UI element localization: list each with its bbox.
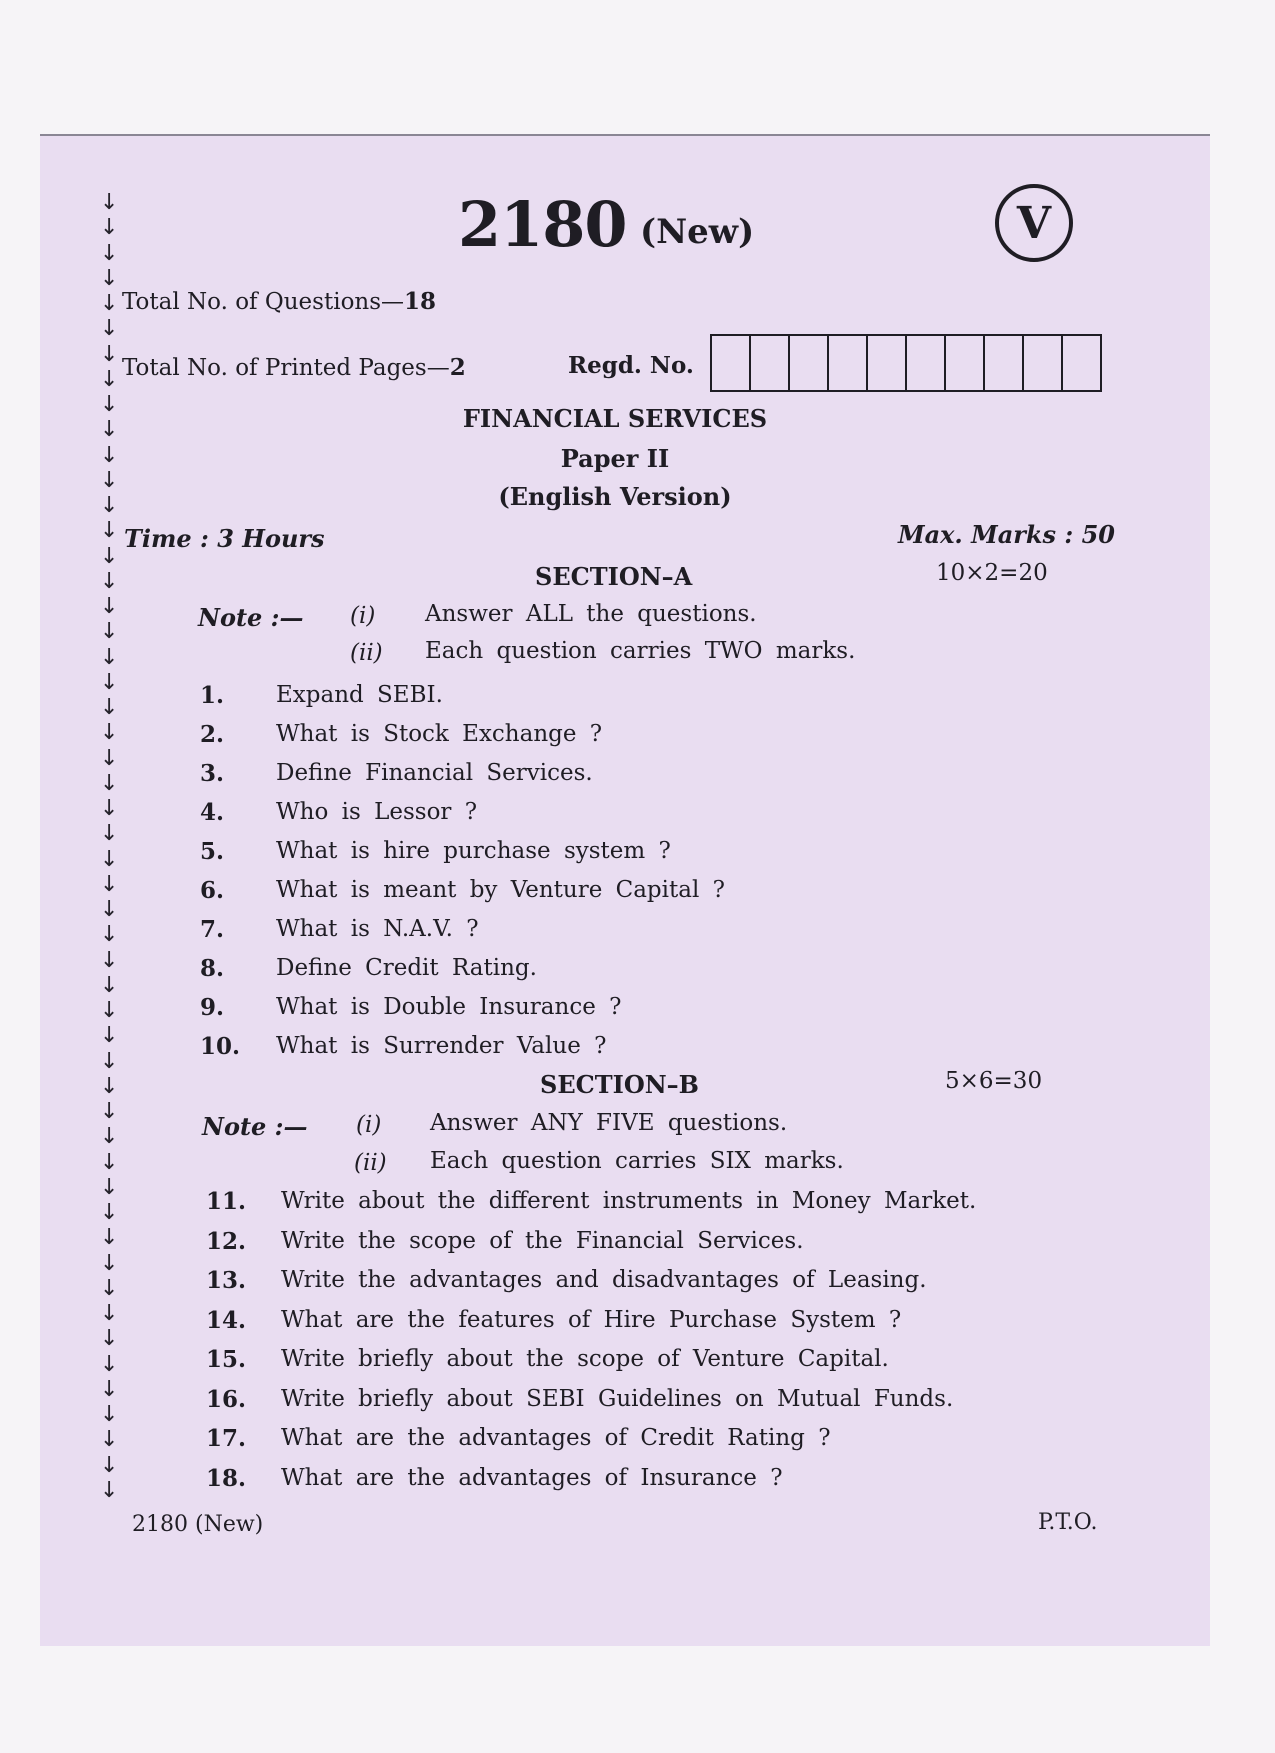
margin-arrow-icon: ↓: [100, 644, 119, 670]
margin-arrow-icon: ↓: [100, 1124, 119, 1150]
footer-pto: P.T.O.: [1038, 1510, 1098, 1535]
margin-arrow-icon: ↓: [100, 1048, 119, 1074]
margin-arrow-icon: ↓: [100, 922, 119, 948]
margin-arrow-icon: ↓: [100, 1073, 119, 1099]
question-number: 17.: [206, 1425, 247, 1452]
question-number: 16.: [206, 1385, 247, 1413]
margin-arrow-icon: ↓: [100, 190, 119, 215]
margin-arrow-icon: ↓: [100, 265, 119, 291]
question-text: What are the advantages of Insurance ?: [281, 1464, 783, 1491]
question-number: 14.: [206, 1306, 247, 1334]
exam-max-marks: Max. Marks : 50: [898, 520, 1116, 549]
question-number: 6.: [200, 877, 225, 904]
margin-arrow-icon: ↓: [100, 1225, 119, 1251]
margin-arrow-icon: ↓: [100, 1402, 119, 1427]
question-text: Define Financial Services.: [276, 760, 593, 786]
question-number: 10.: [200, 1033, 241, 1060]
regd-digit-box[interactable]: [907, 336, 946, 390]
margin-arrow-icon: ↓: [100, 1250, 119, 1276]
section-b-note-roman: (i): [356, 1112, 382, 1138]
total-questions-label: Total No. of Questions—: [122, 289, 405, 315]
margin-arrow-icon: ↓: [100, 543, 119, 569]
question-text: Write the scope of the Financial Services.: [281, 1227, 804, 1254]
total-pages: [122, 354, 466, 381]
section-b-note-text: Answer ANY FIVE questions.: [430, 1110, 788, 1136]
margin-arrow-icon: ↓: [100, 846, 119, 872]
question-number: 12.: [206, 1227, 247, 1255]
question-number: 15.: [206, 1346, 247, 1373]
margin-arrow-icon: ↓: [100, 1351, 119, 1377]
question-text: What is Surrender Value ?: [276, 1033, 607, 1059]
margin-arrow-icon: ↓: [100, 366, 119, 392]
margin-arrow-icon: ↓: [100, 1023, 119, 1049]
question-number: 8.: [200, 955, 225, 982]
question-text: What is Stock Exchange ?: [276, 721, 603, 747]
regd-digit-box[interactable]: [868, 336, 907, 390]
question-number: 7.: [200, 916, 225, 943]
regd-digit-box[interactable]: [829, 336, 868, 390]
margin-arrow-icon: ↓: [100, 821, 119, 847]
regd-no-boxes[interactable]: [710, 334, 1102, 392]
margin-arrow-icon: ↓: [100, 947, 119, 973]
total-questions: [122, 288, 436, 315]
question-text: What are the advantages of Credit Rating ?: [281, 1425, 831, 1451]
question-text: What is hire purchase system ?: [276, 838, 671, 864]
regd-digit-box[interactable]: [1063, 336, 1100, 390]
margin-arrow-icon: ↓: [100, 341, 119, 367]
margin-arrow-icon: ↓: [100, 619, 119, 645]
question-number: 1.: [200, 682, 225, 709]
margin-arrow-icon: ↓: [100, 594, 119, 619]
section-a-note-label: Note :—: [198, 603, 304, 632]
margin-arrow-icon: ↓: [100, 720, 119, 746]
section-b-note-roman: (ii): [354, 1150, 387, 1176]
question-number: 11.: [206, 1188, 247, 1215]
version-mark-letter: V: [1016, 197, 1052, 249]
question-number: 18.: [206, 1464, 247, 1492]
paper-version: (English Version): [498, 482, 732, 511]
question-number: 13.: [206, 1267, 247, 1294]
margin-arrow-icon: ↓: [100, 568, 119, 594]
section-a-marks: 10×2=20: [936, 560, 1048, 586]
margin-arrow-icon: ↓: [100, 1149, 119, 1175]
margin-arrow-icon: ↓: [100, 1452, 119, 1478]
margin-arrow-icon: ↓: [100, 417, 119, 443]
margin-arrow-icon: ↓: [100, 1275, 119, 1301]
margin-arrow-icon: ↓: [100, 796, 119, 821]
margin-arrow-icon: ↓: [100, 770, 119, 796]
question-text: Write briefly about SEBI Guidelines on Mutual Funds.: [281, 1385, 954, 1412]
question-text: Write about the different instruments in Money Market.: [281, 1188, 977, 1214]
section-b-marks: 5×6=30: [945, 1068, 1043, 1094]
margin-arrow-icon: ↓: [100, 1376, 119, 1402]
question-text: What is Double Insurance ?: [276, 994, 622, 1020]
margin-arrow-icon: ↓: [100, 215, 119, 241]
regd-digit-box[interactable]: [751, 336, 790, 390]
margin-arrow-icon: ↓: [100, 669, 119, 695]
question-number: 3.: [200, 760, 225, 787]
total-questions-value: 18: [404, 288, 437, 315]
margin-arrow-icon: ↓: [100, 518, 119, 544]
regd-digit-box[interactable]: [946, 336, 985, 390]
margin-arrow-icon: ↓: [100, 1326, 119, 1352]
section-b-note-text: Each question carries SIX marks.: [430, 1148, 844, 1174]
margin-arrow-icon: ↓: [100, 493, 119, 518]
margin-arrow-icon: ↓: [100, 442, 119, 468]
margin-arrow-icon: ↓: [100, 240, 119, 266]
margin-arrow-icon: ↓: [100, 871, 119, 897]
margin-arrow-icon: ↓: [100, 316, 119, 342]
paper-number: Paper II: [560, 444, 670, 473]
footer-code: 2180 (New): [132, 1512, 264, 1537]
regd-no-label: Regd. No.: [568, 352, 694, 379]
margin-arrow-icon: ↓: [100, 998, 119, 1023]
total-pages-value: 2: [449, 354, 466, 381]
regd-digit-box[interactable]: [790, 336, 829, 390]
section-a-note-text: Each question carries TWO marks.: [425, 638, 856, 664]
margin-arrow-icon: ↓: [100, 1174, 119, 1200]
margin-arrow-icon: ↓: [100, 291, 119, 316]
margin-arrow-icon: ↓: [100, 1477, 119, 1503]
question-number: 2.: [200, 721, 225, 748]
section-a-note-roman: (ii): [350, 640, 383, 666]
paper-code-suffix: (New): [640, 212, 755, 252]
question-text: Write briefly about the scope of Venture Capital.: [281, 1346, 889, 1372]
question-number: 9.: [200, 994, 225, 1021]
question-text: What is meant by Venture Capital ?: [276, 877, 725, 903]
question-text: Define Credit Rating.: [276, 955, 537, 981]
version-mark-badge: [995, 184, 1073, 262]
section-a-note-text: Answer ALL the questions.: [425, 601, 757, 627]
margin-arrow-icon: ↓: [100, 897, 119, 922]
margin-arrow-icon: ↓: [100, 1301, 119, 1326]
margin-arrow-icon: ↓: [100, 392, 119, 417]
regd-digit-box[interactable]: [985, 336, 1024, 390]
regd-digit-box[interactable]: [1024, 336, 1063, 390]
question-text: What are the features of Hire Purchase System ?: [281, 1306, 902, 1333]
margin-arrow-icon: ↓: [100, 1099, 119, 1124]
question-text: Expand SEBI.: [276, 682, 443, 708]
section-a-note-roman: (i): [350, 603, 376, 629]
question-text: Write the advantages and disadvantages of Leasing.: [281, 1267, 927, 1293]
question-text: What is N.A.V. ?: [276, 916, 479, 942]
regd-digit-box[interactable]: [712, 336, 751, 390]
question-number: 5.: [200, 838, 225, 865]
margin-arrow-icon: ↓: [100, 1427, 119, 1453]
question-number: 4.: [200, 799, 225, 826]
margin-arrow-icon: ↓: [100, 972, 119, 998]
margin-arrows: [100, 192, 124, 1502]
margin-arrow-icon: ↓: [100, 467, 119, 493]
margin-arrow-icon: ↓: [100, 695, 119, 720]
exam-time: Time : 3 Hours: [124, 524, 325, 553]
margin-arrow-icon: ↓: [100, 745, 119, 771]
question-text: Who is Lessor ?: [276, 799, 478, 825]
margin-arrow-icon: ↓: [100, 1200, 119, 1225]
section-a-title: SECTION–A: [535, 562, 693, 591]
section-b-title: SECTION–B: [540, 1070, 699, 1099]
paper-code: 2180: [458, 188, 627, 261]
total-pages-label: Total No. of Printed Pages—: [122, 355, 450, 381]
section-b-note-label: Note :—: [202, 1112, 308, 1141]
subject-title: FINANCIAL SERVICES: [462, 404, 768, 433]
